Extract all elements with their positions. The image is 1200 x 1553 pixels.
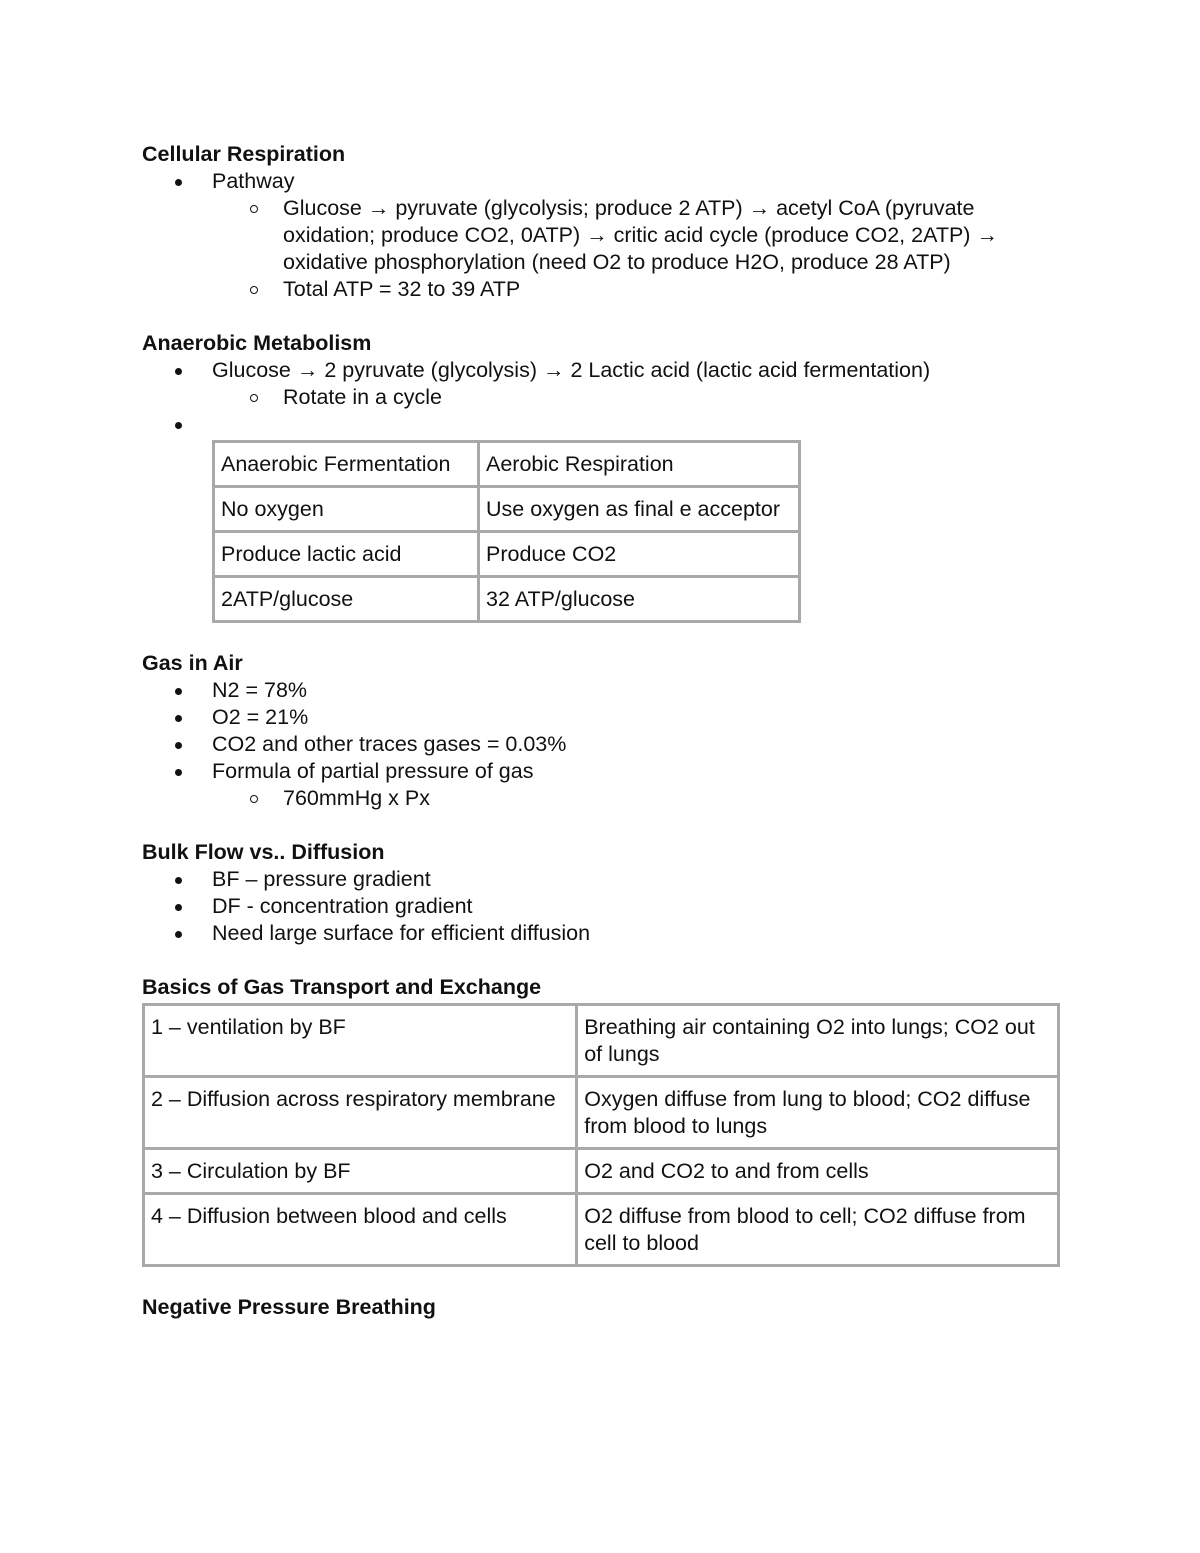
anaerobic-sublist bbox=[212, 384, 1062, 411]
table-cell: O2 diffuse from blood to cell; CO2 diffuse from cell to blood bbox=[577, 1194, 1059, 1266]
bullet-icon bbox=[175, 688, 182, 695]
table-row bbox=[214, 577, 800, 622]
list-item bbox=[142, 758, 1062, 812]
heading-negative-pressure-breathing: Negative Pressure Breathing bbox=[142, 1295, 436, 1319]
table-cell: 2 – Diffusion across respiratory membrane bbox=[144, 1077, 577, 1149]
table-cell: 2ATP/glucose bbox=[214, 577, 479, 622]
table-cell: Anaerobic Fermentation bbox=[214, 442, 479, 487]
bullet-icon bbox=[175, 179, 182, 186]
fermentation-comparison-table bbox=[212, 440, 801, 623]
bullet-icon bbox=[175, 715, 182, 722]
table-row bbox=[144, 1149, 1059, 1194]
bullet-icon bbox=[175, 368, 182, 375]
sub-list-item-text: Total ATP = 32 to 39 ATP bbox=[283, 277, 521, 301]
table-cell: No oxygen bbox=[214, 487, 479, 532]
cellular-list bbox=[142, 168, 1062, 303]
list-item-text: Need large surface for efficient diffusion bbox=[212, 921, 591, 945]
gas-transport-table bbox=[142, 1003, 1060, 1267]
sub-list-item bbox=[142, 276, 1062, 303]
sub-list-item-text: 760mmHg x Px bbox=[283, 786, 430, 810]
heading-gas-in-air: Gas in Air bbox=[142, 651, 243, 675]
bullet-icon bbox=[175, 742, 182, 749]
list-item-text: Glucose → 2 pyruvate (glycolysis) → 2 Lactic acid (lactic acid fermentation) bbox=[212, 358, 931, 382]
circle-bullet-icon bbox=[250, 205, 258, 213]
table-row bbox=[144, 1077, 1059, 1149]
list-item bbox=[142, 893, 1062, 920]
list-item bbox=[142, 677, 1062, 704]
list-item-text: Formula of partial pressure of gas bbox=[212, 759, 534, 783]
table-cell: 32 ATP/glucose bbox=[479, 577, 800, 622]
bullet-icon bbox=[175, 931, 182, 938]
list-item-text: N2 = 78% bbox=[212, 678, 308, 702]
table-row bbox=[144, 1194, 1059, 1266]
cellular-sublist bbox=[212, 195, 1062, 303]
anaerobic-list bbox=[142, 357, 1062, 438]
circle-bullet-icon bbox=[250, 795, 258, 803]
circle-bullet-icon bbox=[250, 286, 258, 294]
table-cell: Oxygen diffuse from lung to blood; CO2 diffuse from blood to lungs bbox=[577, 1077, 1059, 1149]
list-item bbox=[142, 731, 1062, 758]
table-cell: 1 – ventilation by BF bbox=[144, 1005, 577, 1077]
circle-bullet-icon bbox=[250, 394, 258, 402]
table-row bbox=[214, 442, 800, 487]
sub-list-item bbox=[142, 195, 1062, 276]
list-item bbox=[142, 704, 1062, 731]
list-item bbox=[142, 866, 1062, 893]
gas-list bbox=[142, 677, 1062, 812]
table-row bbox=[144, 1005, 1059, 1077]
bullet-icon bbox=[175, 422, 182, 429]
heading-bulk-flow-vs-diffusion: Bulk Flow vs.. Diffusion bbox=[142, 840, 385, 864]
table-cell: 3 – Circulation by BF bbox=[144, 1149, 577, 1194]
table-cell: Aerobic Respiration bbox=[479, 442, 800, 487]
bulk-list bbox=[142, 866, 1062, 947]
table-cell: Use oxygen as final e acceptor bbox=[479, 487, 800, 532]
sub-list-item-text: Glucose → pyruvate (glycolysis; produce 2 ATP) → acetyl CoA (pyruvate oxidation; produce CO2, 0ATP) → critic acid cycle (produce CO2, 2ATP) → oxidative phosphorylation (need O2 to produce H2O, produce 28 ATP) bbox=[283, 196, 998, 274]
list-item-text: O2 = 21% bbox=[212, 705, 309, 729]
list-item-text: BF – pressure gradient bbox=[212, 867, 431, 891]
list-item bbox=[142, 357, 1062, 411]
gas-sublist bbox=[212, 785, 1062, 812]
sub-list-item bbox=[142, 785, 1062, 812]
document-page bbox=[142, 141, 1062, 1321]
list-item bbox=[142, 168, 1062, 303]
sub-list-item-text: Rotate in a cycle bbox=[283, 385, 442, 409]
bullet-icon bbox=[175, 904, 182, 911]
table-cell: Breathing air containing O2 into lungs; CO2 out of lungs bbox=[577, 1005, 1059, 1077]
bullet-icon bbox=[175, 769, 182, 776]
sub-list-item bbox=[142, 384, 1062, 411]
table-cell: Produce CO2 bbox=[479, 532, 800, 577]
bullet-icon bbox=[175, 877, 182, 884]
table-row bbox=[214, 487, 800, 532]
heading-anaerobic-metabolism: Anaerobic Metabolism bbox=[142, 331, 372, 355]
list-item bbox=[142, 920, 1062, 947]
table-cell: 4 – Diffusion between blood and cells bbox=[144, 1194, 577, 1266]
list-item-text: DF - concentration gradient bbox=[212, 894, 473, 918]
table-cell: Produce lactic acid bbox=[214, 532, 479, 577]
list-item-text: Pathway bbox=[212, 169, 295, 193]
table-row bbox=[214, 532, 800, 577]
list-item-text: CO2 and other traces gases = 0.03% bbox=[212, 732, 567, 756]
heading-cellular-respiration: Cellular Respiration bbox=[142, 142, 346, 166]
list-item-empty bbox=[142, 411, 1062, 438]
heading-gas-transport-exchange: Basics of Gas Transport and Exchange bbox=[142, 975, 542, 999]
table-cell: O2 and CO2 to and from cells bbox=[577, 1149, 1059, 1194]
